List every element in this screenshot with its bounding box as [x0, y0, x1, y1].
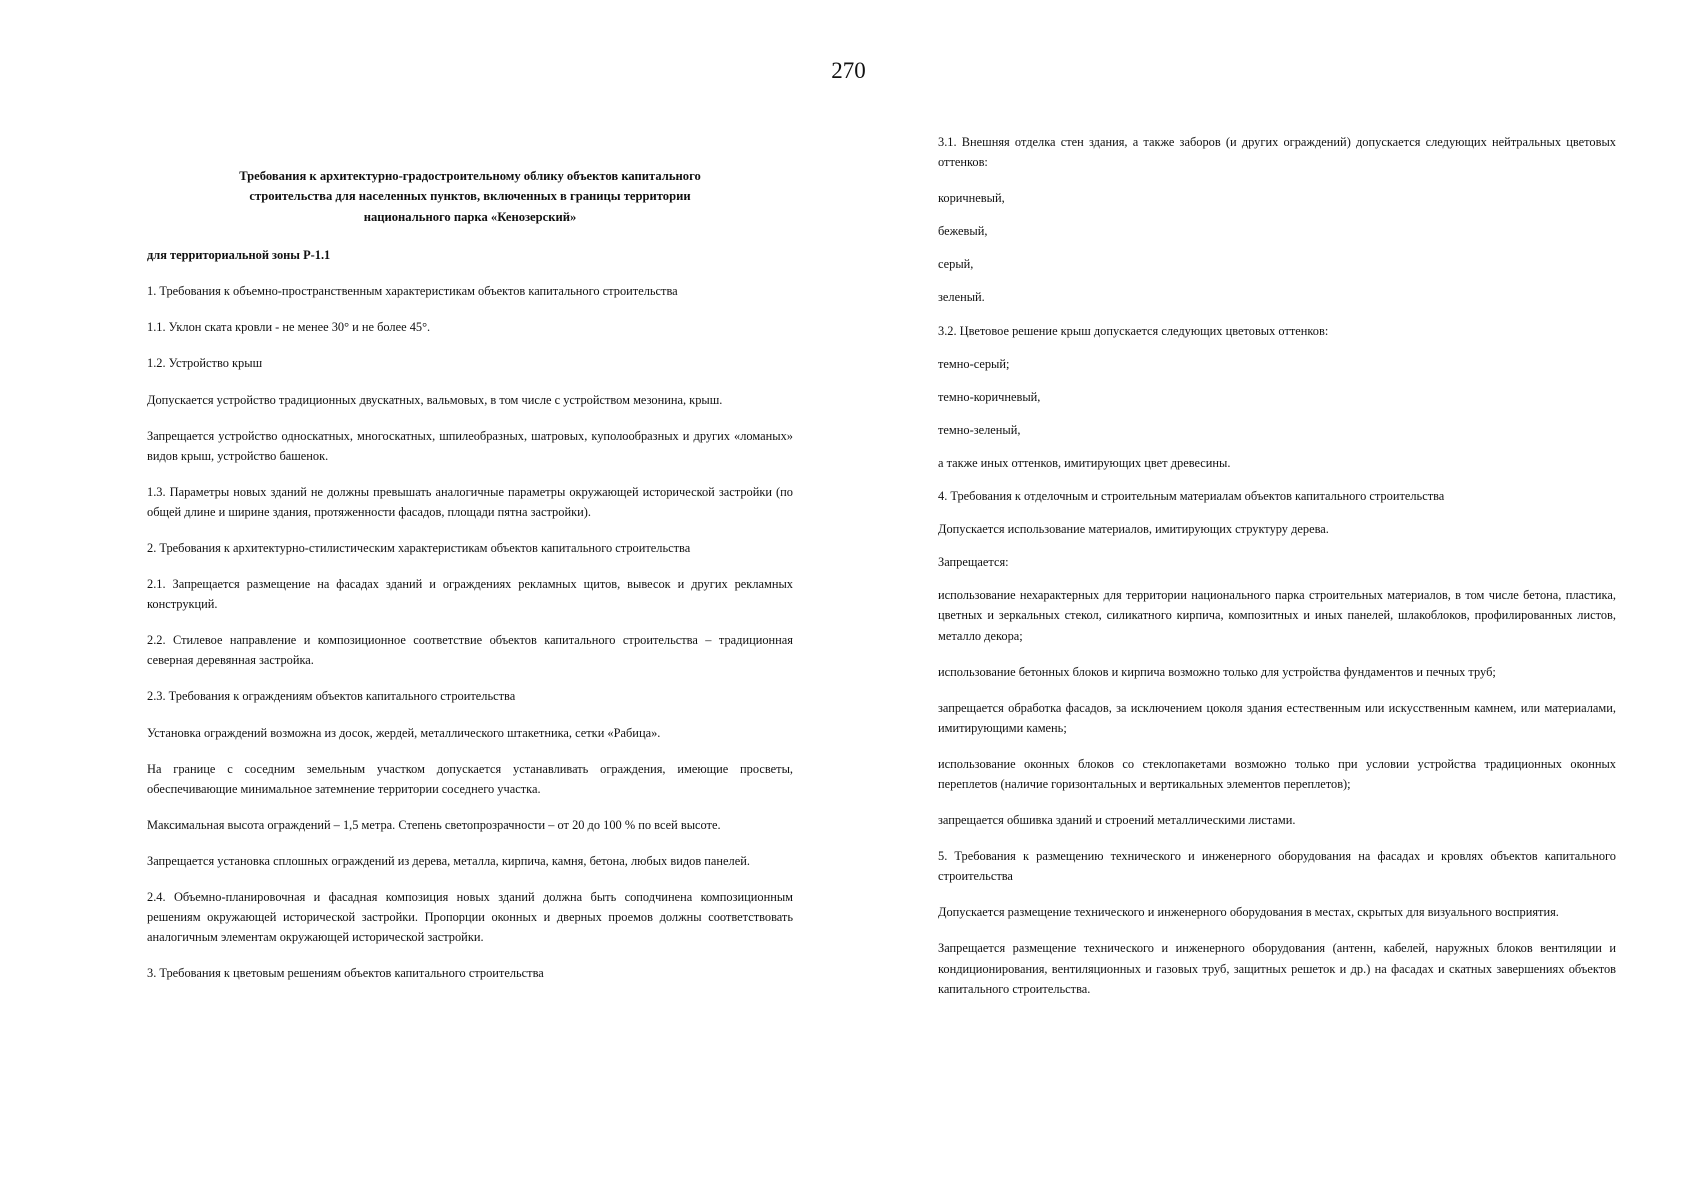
paragraph: запрещается обработка фасадов, за исключением цоколя здания естественным или искусственным камнем, или материалами, имитирующими камень;: [938, 700, 1616, 735]
section-1-heading: 1. Требования к объемно-пространственным характеристикам объектов капитального строительства: [147, 284, 678, 299]
list-item: а также иных оттенков, имитирующих цвет древесины.: [938, 455, 1231, 470]
list-item: зеленый.: [938, 290, 985, 305]
paragraph: 1.1. Уклон ската кровли - не менее 30° и не более 45°.: [147, 320, 431, 335]
title-line: национального парка «Кенозерский»: [363, 209, 577, 224]
paragraph: 3.2. Цветовое решение крыш допускается следующих цветовых оттенков:: [938, 323, 1329, 338]
paragraph: Установка ограждений возможна из досок, жердей, металлического штакетника, сетки «Рабица».: [147, 725, 661, 740]
paragraph: Допускается использование материалов, имитирующих структуру дерева.: [938, 522, 1329, 537]
paragraph: Запрещается устройство односкатных, многоскатных, шпилеобразных, шатровых, куполообразных и других «ломаных» видов крыш, устройство башенок.: [147, 428, 793, 463]
page-number: 270: [831, 58, 866, 83]
left-column: [147, 166, 793, 999]
paragraph: Запрещается размещение технического и инженерного оборудования (антенн, кабелей, наружных блоков вентиляции и кондиционирования, вентиляционных и газовых труб, защитных решеток и др.) на фасадах и скатных завершениях объектов капитального строительства.: [938, 941, 1616, 996]
paragraph: 2.2. Стилевое направление и композиционное соответствие объектов капитального строительства – традиционная северная деревянная застройка.: [147, 633, 793, 668]
list-item: серый,: [938, 257, 974, 272]
paragraph: На границе с соседним земельным участком допускается устанавливать ограждения, имеющие просветы, обеспечивающие минимальное затемнение территории соседнего участка.: [147, 761, 793, 796]
paragraph: 2.1. Запрещается размещение на фасадах зданий и ограждениях рекламных щитов, вывесок и других рекламных конструкций.: [147, 577, 793, 612]
paragraph: запрещается обшивка зданий и строений металлическими листами.: [938, 813, 1296, 828]
list-item: бежевый,: [938, 224, 988, 239]
paragraph: 1.2. Устройство крыш: [147, 356, 263, 371]
paragraph: использование оконных блоков со стеклопакетами возможно только при условии устройства традиционных оконных переплетов (наличие горизонтальных и вертикальных элементов переплетов);: [938, 756, 1616, 791]
paragraph: Допускается устройство традиционных двускатных, вальмовых, в том числе с устройством мезонина, крыш.: [147, 392, 723, 407]
paragraph: Запрещается:: [938, 555, 1009, 570]
paragraph: использование бетонных блоков и кирпича возможно только для устройства фундаментов и печных труб;: [938, 664, 1496, 679]
list-item: темно-серый;: [938, 356, 1010, 371]
paragraph: Допускается размещение технического и инженерного оборудования в местах, скрытых для визуального восприятия.: [938, 905, 1559, 920]
paragraph: 3.1. Внешняя отделка стен здания, а также заборов (и других ограждений) допускается следующих нейтральных цветовых оттенков:: [938, 135, 1616, 170]
title-line: строительства для населенных пунктов, включенных в границы территории: [249, 189, 691, 204]
paragraph: 1.3. Параметры новых зданий не должны превышать аналогичные параметры окружающей исторической застройки (по общей длине и ширине здания, протяженности фасадов, площади пятна застройки).: [147, 484, 793, 519]
title-line: Требования к архитектурно-градостроительному облику объектов капитального: [239, 169, 701, 183]
right-column: [938, 132, 1616, 1015]
section-3-heading: 3. Требования к цветовым решениям объектов капитального строительства: [147, 966, 544, 981]
list-item: темно-зеленый,: [938, 422, 1021, 437]
section-4-heading: 4. Требования к отделочным и строительным материалам объектов капитального строительства: [938, 489, 1445, 504]
paragraph: использование нехарактерных для территории национального парка строительных материалов, в том числе бетона, пластика, цветных и зеркальных стекол, силикатного кирпича, композитных и иных панелей, шлакоблоков, профилированных листов, металло декора;: [938, 588, 1616, 643]
zone-subtitle: для территориальной зоны Р-1.1: [147, 248, 331, 263]
list-item: темно-коричневый,: [938, 389, 1041, 404]
section-5-heading: 5. Требования к размещению технического и инженерного оборудования на фасадах и кровлях объектов капитального строительства: [938, 849, 1616, 884]
list-item: коричневый,: [938, 191, 1005, 206]
paragraph: 2.4. Объемно-планировочная и фасадная композиция новых зданий должна быть соподчинена композиционным решениям окружающей исторической застройки. Пропорции оконных и дверных проемов должны соответствовать аналогичным элементам окружающей исторической застройки.: [147, 890, 793, 945]
paragraph: 2.3. Требования к ограждениям объектов капитального строительства: [147, 689, 516, 704]
paragraph: Запрещается установка сплошных ограждений из дерева, металла, кирпича, камня, бетона, любых видов панелей.: [147, 853, 750, 868]
document-title: [147, 166, 793, 227]
section-2-heading: 2. Требования к архитектурно-стилистическим характеристикам объектов капитального строительства: [147, 541, 691, 556]
paragraph: Максимальная высота ограждений – 1,5 метра. Степень светопрозрачности – от 20 до 100 % по всей высоте.: [147, 817, 721, 832]
